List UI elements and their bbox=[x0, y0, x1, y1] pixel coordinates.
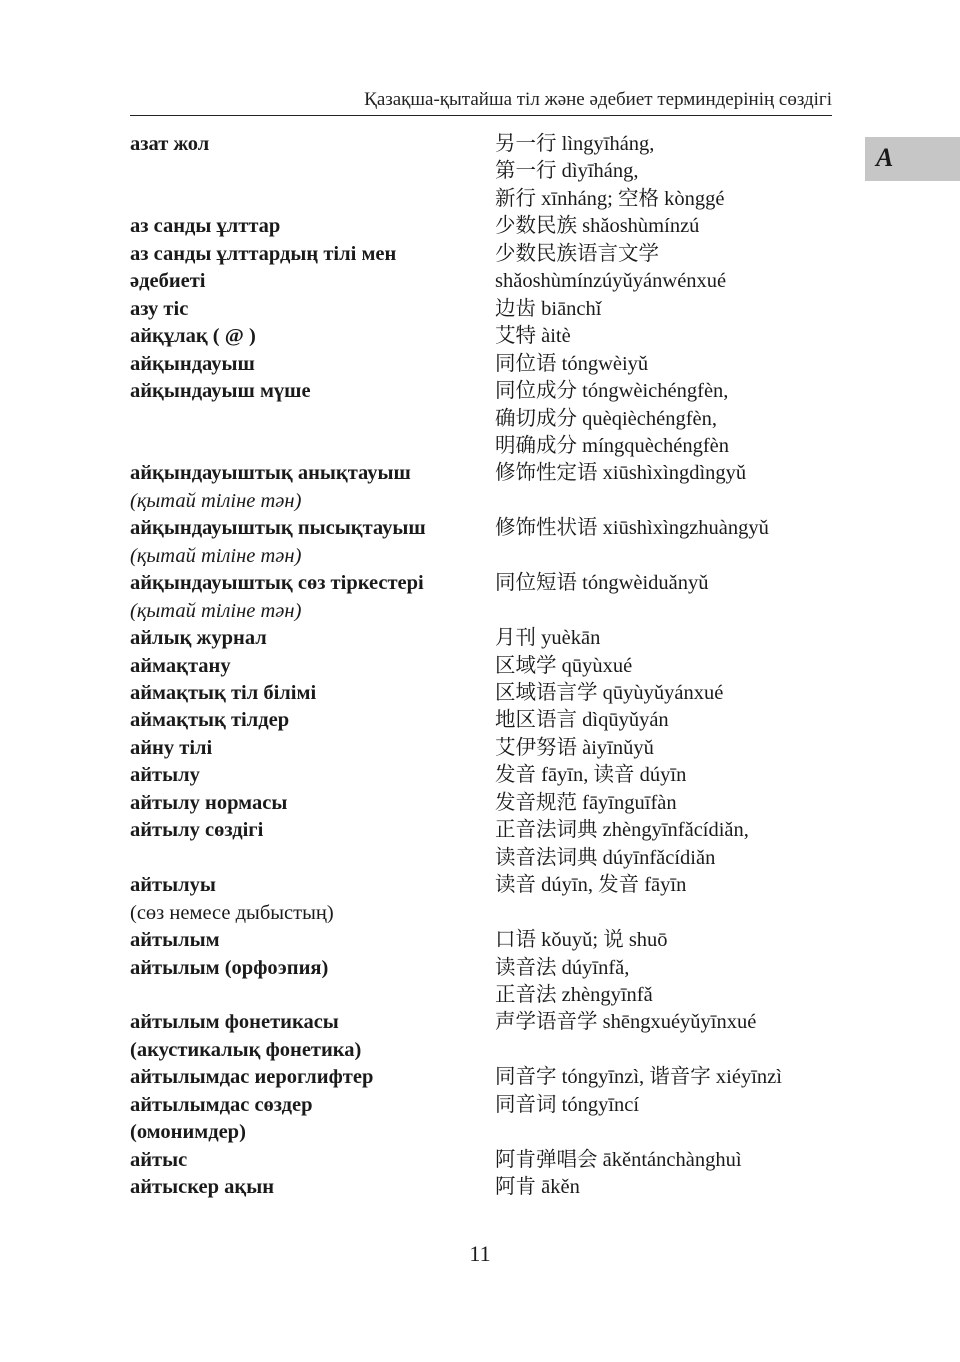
kazakh-term-note: (қытай тіліне тән) bbox=[130, 489, 302, 512]
chinese-translation: 同位短语 tóngwèiduǎnyǔ bbox=[495, 572, 709, 595]
dictionary-line bbox=[0, 433, 960, 460]
chinese-translation: 少数民族语言文学 bbox=[495, 242, 659, 265]
dictionary-line bbox=[0, 927, 960, 954]
dictionary-line bbox=[0, 1064, 960, 1091]
dictionary-line bbox=[0, 351, 960, 378]
kazakh-term: азат жол bbox=[130, 133, 210, 155]
dictionary-line bbox=[0, 1147, 960, 1174]
dictionary-line bbox=[0, 707, 960, 734]
chinese-translation: 读音 dúyīn, 发音 fāyīn bbox=[495, 874, 687, 897]
chinese-translation: 艾伊努语 àiyīnǔyǔ bbox=[495, 736, 654, 759]
kazakh-term: айқындауыш мүше bbox=[130, 380, 311, 403]
kazakh-term: аз санды ұлттар bbox=[130, 215, 281, 238]
kazakh-term: аймақтану bbox=[130, 654, 231, 677]
kazakh-term: (омонимдер) bbox=[130, 1121, 246, 1144]
kazakh-term: айтылу bbox=[130, 764, 200, 787]
chinese-translation: 新行 xīnháng; 空格 kònggé bbox=[495, 187, 725, 210]
kazakh-term-note: (қытай тіліне тән) bbox=[130, 544, 302, 567]
chinese-translation: 同音字 tóngyīnzì, 谐音字 xiéyīnzì bbox=[495, 1066, 782, 1089]
kazakh-term: айқындауыштық пысықтауыш bbox=[130, 517, 426, 540]
dictionary-line bbox=[0, 1009, 960, 1036]
chinese-translation: 艾特 àitè bbox=[495, 325, 571, 348]
chinese-translation: 正音法 zhèngyīnfǎ bbox=[495, 983, 653, 1006]
chinese-translation: 边齿 biānchǐ bbox=[495, 297, 602, 320]
kazakh-term: айтылымдас сөздер bbox=[130, 1093, 313, 1116]
kazakh-term: айтылымдас иероглифтер bbox=[130, 1066, 374, 1089]
kazakh-term: айтыскер ақын bbox=[130, 1176, 275, 1199]
dictionary-line bbox=[0, 378, 960, 405]
chinese-translation: 少数民族 shǎoshùmínzú bbox=[495, 215, 700, 238]
kazakh-term: айқындауыш bbox=[130, 352, 255, 375]
chinese-translation: 区域语言学 qūyùyǔyánxué bbox=[495, 682, 724, 704]
chinese-translation: 第一行 dìyīháng, bbox=[495, 160, 639, 183]
chinese-translation: 发音规范 fāyīnguīfàn bbox=[495, 791, 677, 814]
chinese-translation: 口语 kǒuyǔ; 说 shuō bbox=[495, 929, 668, 952]
kazakh-term: әдебиеті bbox=[130, 270, 206, 293]
chinese-translation: 区域学 qūyùxué bbox=[495, 654, 633, 677]
dictionary-line bbox=[0, 460, 960, 487]
dictionary-line bbox=[0, 570, 960, 597]
chinese-translation: 同音词 tóngyīncí bbox=[495, 1093, 640, 1116]
chinese-translation: 月刊 yuèkān bbox=[495, 627, 601, 650]
kazakh-term: айқындауыштық анықтауыш bbox=[130, 462, 411, 485]
dictionary-line bbox=[0, 543, 960, 570]
chinese-translation: 地区语言 dìqūyǔyán bbox=[495, 709, 669, 732]
chinese-translation: shǎoshùmínzúyǔyánwénxué bbox=[495, 270, 727, 293]
running-header-title: Қазақша-қытайша тіл және әдебиет терминдерінің сөздігі bbox=[364, 89, 832, 110]
chinese-translation: 另一行 lìngyīháng, bbox=[495, 133, 655, 155]
kazakh-term: айқұлақ ( @ ) bbox=[130, 325, 256, 348]
dictionary-line bbox=[0, 845, 960, 872]
dictionary-line bbox=[0, 1119, 960, 1146]
header-divider bbox=[130, 115, 832, 116]
dictionary-line bbox=[0, 268, 960, 295]
kazakh-term: айлық журнал bbox=[130, 627, 267, 650]
dictionary-line bbox=[0, 598, 960, 625]
section-letter: A bbox=[876, 143, 894, 172]
dictionary-line bbox=[0, 296, 960, 323]
chinese-translation: 阿肯 ākěn bbox=[495, 1176, 580, 1199]
page-number: 11 bbox=[469, 1241, 491, 1266]
dictionary-line bbox=[0, 515, 960, 542]
dictionary-line bbox=[0, 955, 960, 982]
chinese-translation: 读音法 dúyīnfǎ, bbox=[495, 956, 630, 979]
dictionary-line bbox=[0, 186, 960, 213]
chinese-translation: 修饰性定语 xiūshìxìngdìngyǔ bbox=[495, 462, 747, 485]
kazakh-term: айтылым (орфоэпия) bbox=[130, 956, 329, 979]
kazakh-term: аз санды ұлттардың тілі мен bbox=[130, 242, 397, 265]
dictionary-line bbox=[0, 872, 960, 899]
chinese-translation: 发音 fāyīn, 读音 dúyīn bbox=[495, 764, 687, 787]
kazakh-term: айтылу нормасы bbox=[130, 791, 288, 814]
kazakh-term: айтыс bbox=[130, 1148, 188, 1171]
kazakh-term: айтылу сөздігі bbox=[130, 819, 264, 842]
kazakh-term-note: (қытай тіліне тән) bbox=[130, 599, 302, 622]
dictionary-line bbox=[0, 900, 960, 927]
kazakh-term: айқындауыштық сөз тіркестері bbox=[130, 572, 424, 595]
dictionary-line bbox=[0, 982, 960, 1009]
chinese-translation: 阿肯弹唱会 ākěntánchànghuì bbox=[495, 1148, 742, 1171]
dictionary-line bbox=[0, 158, 960, 185]
dictionary-line bbox=[0, 817, 960, 844]
dictionary-line bbox=[0, 1037, 960, 1064]
kazakh-term: айтылуы bbox=[130, 874, 216, 897]
chinese-translation: 确切成分 quèqièchéngfèn, bbox=[495, 407, 718, 430]
dictionary-line bbox=[0, 680, 960, 707]
chinese-translation: 读音法词典 dúyīnfǎcídiǎn bbox=[495, 846, 716, 869]
dictionary-line bbox=[0, 1174, 960, 1201]
dictionary-line bbox=[0, 323, 960, 350]
dictionary-line bbox=[0, 653, 960, 680]
dictionary-line bbox=[0, 762, 960, 789]
dictionary-line bbox=[0, 241, 960, 268]
dictionary-line bbox=[0, 1092, 960, 1119]
dictionary-line bbox=[0, 488, 960, 515]
chinese-translation: 同位成分 tóngwèichéngfèn, bbox=[495, 380, 729, 403]
chinese-translation: 修饰性状语 xiūshìxìngzhuàngyǔ bbox=[495, 517, 769, 540]
kazakh-term: аймақтық тіл білімі bbox=[130, 682, 317, 704]
kazakh-term: айну тілі bbox=[130, 736, 213, 759]
dictionary-line bbox=[0, 131, 960, 158]
dictionary-line bbox=[0, 790, 960, 817]
kazakh-term: (акустикалық фонетика) bbox=[130, 1038, 362, 1061]
kazakh-term: азу тіс bbox=[130, 297, 189, 320]
dictionary-line bbox=[0, 735, 960, 762]
kazakh-term: айтылым фонетикасы bbox=[130, 1011, 339, 1034]
chinese-translation: 正音法词典 zhèngyīnfǎcídiǎn, bbox=[495, 819, 749, 842]
kazakh-term: айтылым bbox=[130, 929, 220, 952]
dictionary-line bbox=[0, 213, 960, 240]
kazakh-term: аймақтық тілдер bbox=[130, 709, 290, 732]
chinese-translation: 声学语音学 shēngxuéyǔyīnxué bbox=[495, 1011, 757, 1034]
chinese-translation: 明确成分 míngquèchéngfèn bbox=[495, 434, 729, 457]
dictionary-line bbox=[0, 406, 960, 433]
chinese-translation: 同位语 tóngwèiyǔ bbox=[495, 352, 649, 375]
dictionary-line bbox=[0, 625, 960, 652]
kazakh-term-note: (сөз немесе дыбыстың) bbox=[130, 901, 334, 924]
